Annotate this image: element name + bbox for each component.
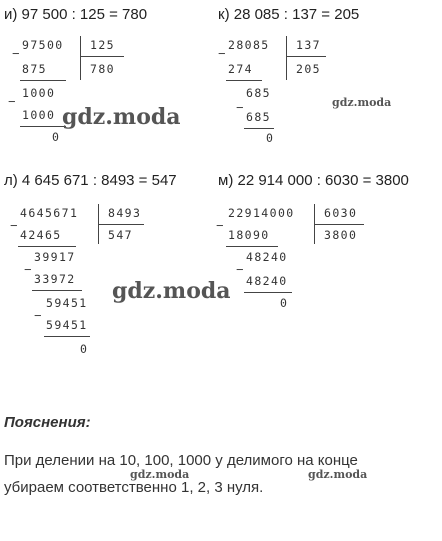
- minus-sign: −: [216, 218, 224, 233]
- quotient: 547: [108, 228, 133, 242]
- quotient: 780: [90, 62, 115, 76]
- quotient: 205: [296, 62, 321, 76]
- explanation-line-1: При делении на 10, 100, 1000 у делимого на конце: [4, 452, 358, 469]
- step-line: [226, 246, 278, 247]
- divider-horizontal: [80, 56, 124, 57]
- step-remainder: 39917: [34, 250, 76, 264]
- step-line: [18, 246, 76, 247]
- minus-sign: −: [218, 46, 226, 61]
- minus-sign: −: [236, 100, 244, 115]
- step-remainder: 0: [266, 131, 275, 145]
- divider-horizontal: [286, 56, 326, 57]
- minus-sign: −: [8, 94, 16, 109]
- step-subtrahend: 1000: [22, 108, 56, 122]
- step-remainder: 685: [246, 86, 271, 100]
- quotient: 3800: [324, 228, 358, 242]
- watermark: gdz.moda: [112, 278, 231, 304]
- minus-sign: −: [12, 46, 20, 61]
- minus-sign: −: [236, 262, 244, 277]
- problem-title-l: л) 4 645 671 : 8493 = 547: [4, 172, 177, 189]
- divider-horizontal: [98, 224, 144, 225]
- step-subtrahend: 33972: [34, 272, 76, 286]
- step-subtrahend: 18090: [228, 228, 270, 242]
- watermark: gdz.moda: [332, 96, 392, 109]
- step-subtrahend: 48240: [246, 274, 288, 288]
- step-subtrahend: 42465: [20, 228, 62, 242]
- step-remainder: 1000: [22, 86, 56, 100]
- watermark: gdz.moda: [130, 468, 190, 481]
- minus-sign: −: [24, 262, 32, 277]
- dividend: 22914000: [228, 206, 295, 220]
- dividend: 28085: [228, 38, 270, 52]
- watermark: gdz.moda: [308, 468, 368, 481]
- step-remainder: 0: [52, 130, 61, 144]
- step-subtrahend: 59451: [46, 318, 88, 332]
- problem-title-k: к) 28 085 : 137 = 205: [218, 6, 360, 23]
- step-remainder: 0: [280, 296, 289, 310]
- step-line: [44, 336, 90, 337]
- divider-horizontal: [314, 224, 364, 225]
- divisor: 137: [296, 38, 321, 52]
- divisor: 8493: [108, 206, 142, 220]
- step-remainder: 0: [80, 342, 89, 356]
- dividend: 4645671: [20, 206, 79, 220]
- explanation-line-2: убираем соответственно 1, 2, 3 нуля.: [4, 479, 264, 496]
- step-remainder: 48240: [246, 250, 288, 264]
- divider-vertical: [80, 36, 81, 80]
- step-line: [20, 126, 66, 127]
- step-subtrahend: 274: [228, 62, 253, 76]
- step-line: [244, 128, 274, 129]
- step-line: [226, 80, 262, 81]
- divisor: 6030: [324, 206, 358, 220]
- step-remainder: 59451: [46, 296, 88, 310]
- divisor: 125: [90, 38, 115, 52]
- minus-sign: −: [10, 218, 18, 233]
- problem-title-i: и) 97 500 : 125 = 780: [4, 6, 148, 23]
- step-subtrahend: 875: [22, 62, 47, 76]
- step-line: [244, 292, 292, 293]
- step-line: [32, 290, 82, 291]
- step-line: [20, 80, 66, 81]
- divider-vertical: [286, 36, 287, 80]
- problem-title-m: м) 22 914 000 : 6030 = 3800: [218, 172, 409, 189]
- dividend: 97500: [22, 38, 64, 52]
- step-subtrahend: 685: [246, 110, 271, 124]
- explanation-heading: Пояснения:: [4, 414, 91, 431]
- watermark: gdz.moda: [62, 104, 181, 130]
- minus-sign: −: [34, 308, 42, 323]
